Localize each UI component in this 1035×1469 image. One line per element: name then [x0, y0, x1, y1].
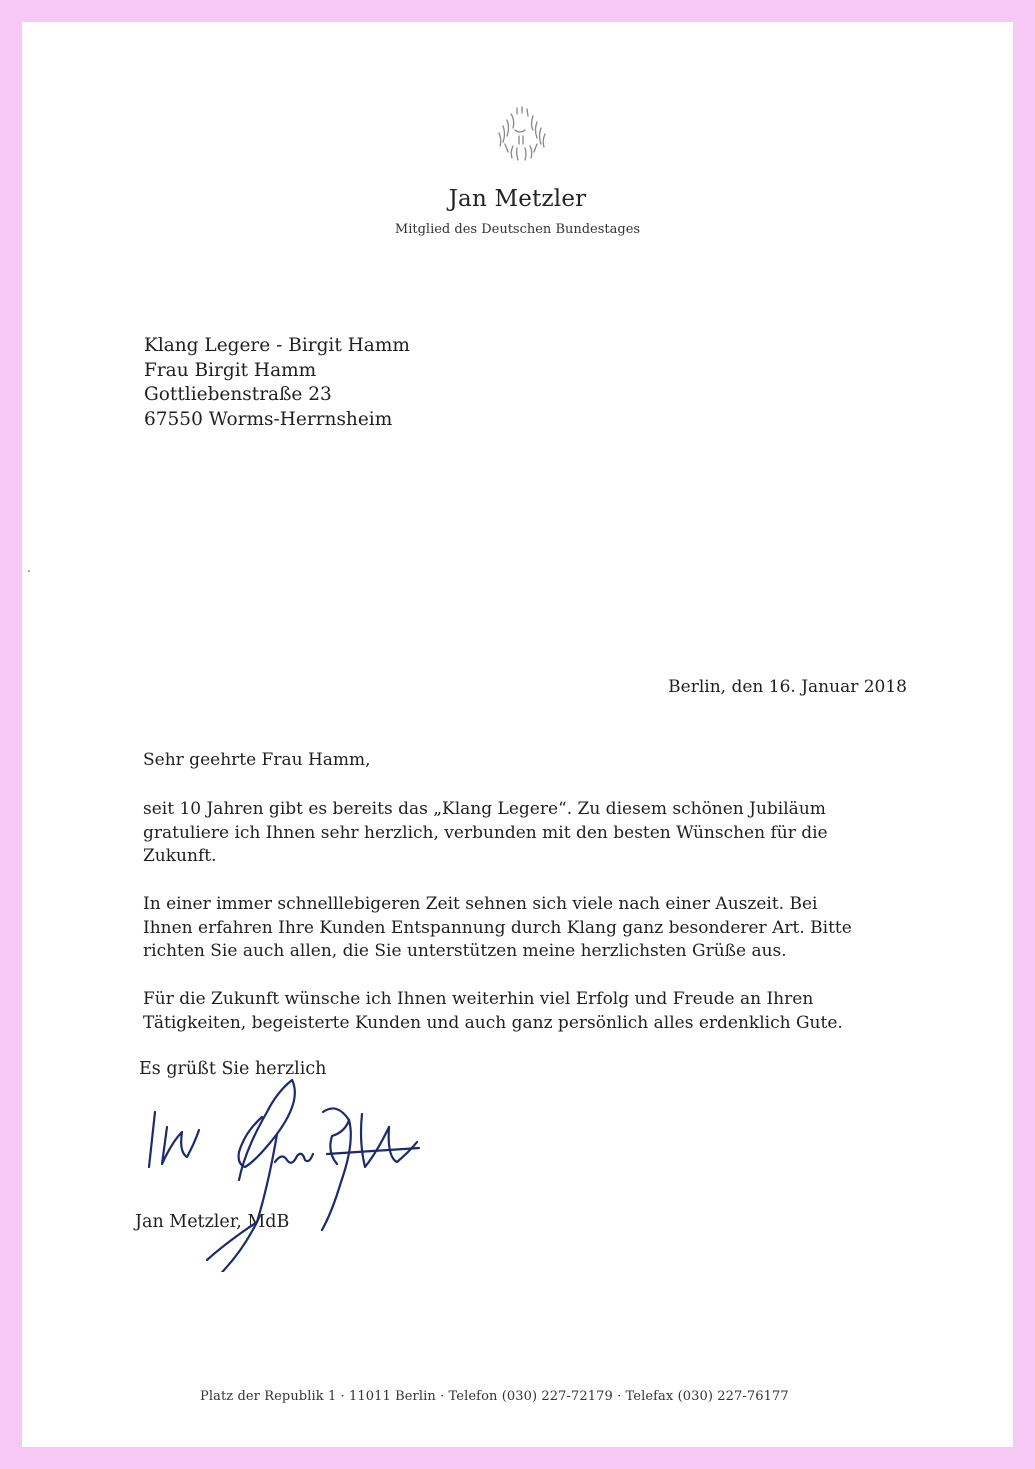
- paragraph-line: In einer immer schnelllebigeren Zeit sehnen sich viele nach einer Auszeit. Bei: [143, 894, 818, 914]
- paragraph-line: Ihnen erfahren Ihre Kunden Entspannung durch Klang ganz besonderer Art. Bitte: [143, 917, 852, 938]
- recipient-address: [144, 334, 410, 432]
- handwritten-signature: [127, 1072, 427, 1272]
- scan-speck: [28, 570, 30, 572]
- letter-date: Berlin, den 16. Januar 2018: [668, 677, 907, 697]
- recipient-line: Klang Legere - Birgit Hamm: [144, 335, 410, 356]
- body-paragraph: [143, 893, 923, 964]
- letter-footer: Platz der Republik 1 · 11011 Berlin · Telefon (030) 227-72179 · Telefax (030) 227-76177: [200, 1389, 789, 1404]
- salutation: Sehr geehrte Frau Hamm,: [143, 750, 371, 770]
- paragraph-line: gratuliere ich Ihnen sehr herzlich, verbunden mit den besten Wünschen für die: [143, 822, 828, 843]
- recipient-line: 67550 Worms-Herrnsheim: [144, 408, 393, 430]
- recipient-line: Gottliebenstraße 23: [144, 384, 332, 405]
- closing-line: Es grüßt Sie herzlich: [139, 1059, 327, 1079]
- paragraph-line: Für die Zukunft wünsche ich Ihnen weiterhin viel Erfolg und Freude an Ihren: [143, 989, 814, 1009]
- sender-name: Jan Metzler: [448, 186, 587, 212]
- letter-page: [22, 22, 1013, 1447]
- body-paragraph: [143, 988, 923, 1035]
- paragraph-line: seit 10 Jahren gibt es bereits das „Klang Legere“. Zu diesem schönen Jubiläum: [143, 799, 826, 819]
- sender-role: Mitglied des Deutschen Bundestages: [394, 222, 641, 237]
- signature-name-line: Jan Metzler, MdB: [135, 1212, 290, 1232]
- paragraph-line: richten Sie auch allen, die Sie unterstützen meine herzlichsten Grüße aus.: [143, 941, 787, 961]
- paragraph-line: Tätigkeiten, begeisterte Kunden und auch ganz persönlich alles erdenklich Gute.: [143, 1012, 843, 1033]
- paragraph-line: Zukunft.: [143, 846, 217, 866]
- body-paragraph: [143, 798, 923, 869]
- recipient-line: Frau Birgit Hamm: [144, 359, 317, 381]
- federal-eagle-icon: [475, 100, 565, 190]
